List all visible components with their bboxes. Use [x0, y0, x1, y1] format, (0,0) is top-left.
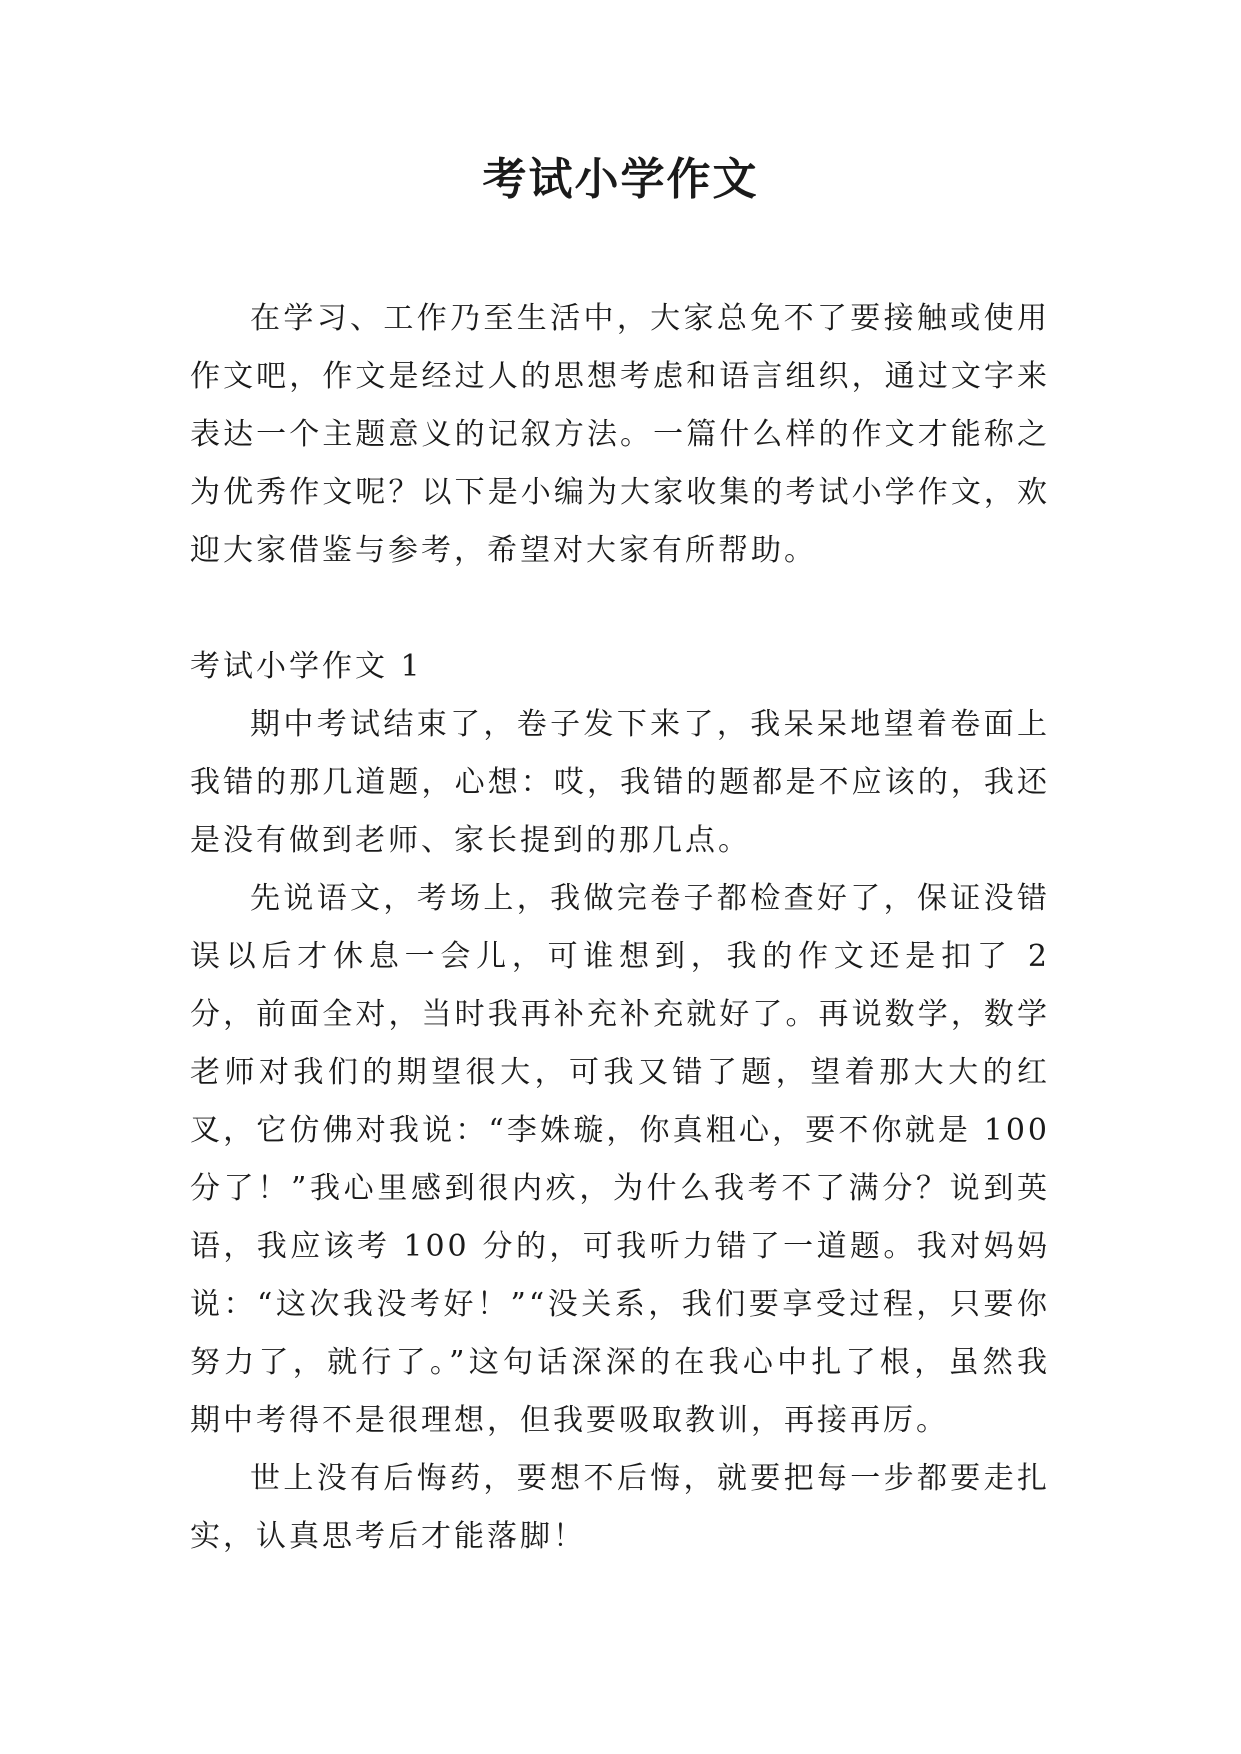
body-paragraph-1: 期中考试结束了，卷子发下来了，我呆呆地望着卷面上我错的那几道题，心想：哎，我错的题都是不应该的，我还是没有做到老师、家长提到的那几点。 [190, 707, 1050, 858]
intro-paragraph: 在学习、工作乃至生活中，大家总免不了要接触或使用作文吧，作文是经过人的思想考虑和语言组织，通过文字来表达一个主题意义的记叙方法。一篇什么样的作文才能称之为优秀作文呢？以下是小编为大家收集的考试小学作文，欢迎大家借鉴与参考，希望对大家有所帮助。 [190, 301, 1050, 568]
body-paragraph-3: 世上没有后悔药，要想不后悔，就要把每一步都要走扎实，认真思考后才能落脚！ [190, 1461, 1050, 1554]
body-paragraph-2: 先说语文，考场上，我做完卷子都检查好了，保证没错误以后才休息一会儿，可谁想到，我的作文还是扣了 2 分，前面全对，当时我再补充补充就好了。再说数学，数学老师对我们的期望很大，可我又错了题，望着那大大的红叉，它仿佛对我说：“李姝璇，你真粗心，要不你就是 100 分了！”我心里感到很内疚，为什么我考不了满分？说到英语，我应该考 100 分的，可我听力错了一道题。我对妈妈说：“这次我没考好！”“没关系，我们要享受过程，只要你努力了，就行了。”这句话深深的在我心中扎了根，虽然我期中考得不是很理想，但我要吸取教训，再接再厉。 [190, 881, 1050, 1438]
page-title: 考试小学作文 [482, 154, 759, 205]
section-heading: 考试小学作文 1 [190, 649, 423, 684]
document-body [190, 290, 1050, 1566]
